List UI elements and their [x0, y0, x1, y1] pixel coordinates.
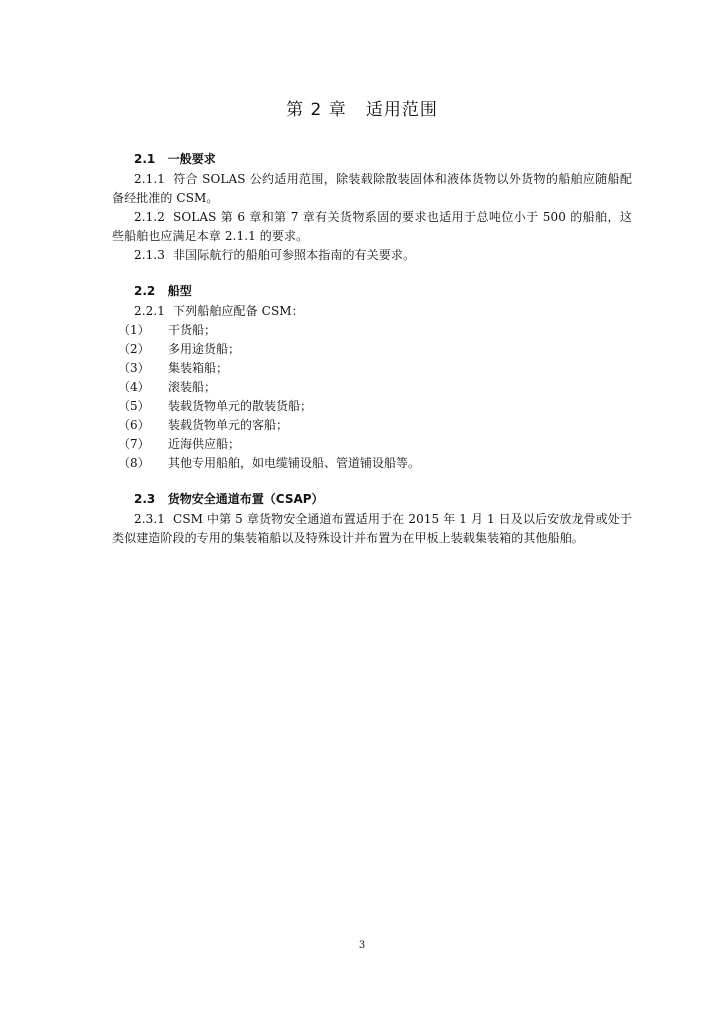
list-marker: （1）: [118, 323, 150, 337]
clause-number: 2.1.1: [134, 172, 166, 186]
list-item-text: 装载货物单元的散装货船；: [168, 399, 313, 413]
section-heading: 2.3 货物安全通道布置（CSAP）: [134, 492, 324, 506]
list-item: [118, 378, 632, 397]
section-general-requirements: [112, 150, 632, 265]
list-item: [118, 416, 632, 435]
clause-paragraph: [112, 170, 632, 208]
clause-paragraph: [112, 302, 632, 321]
list-item: [118, 435, 632, 454]
clause-number: 2.2.1: [134, 304, 166, 318]
list-marker: （5）: [118, 399, 150, 413]
list-item-text: 近海供应船；: [168, 437, 241, 451]
section-heading: 2.1 一般要求: [134, 152, 216, 166]
list-marker: （7）: [118, 437, 150, 451]
list-marker: （6）: [118, 418, 150, 432]
chapter-title: 第 2 章 适用范围: [286, 100, 438, 120]
list-marker: （2）: [118, 342, 150, 356]
document-body: [112, 150, 632, 565]
list-marker: （4）: [118, 380, 150, 394]
clause-number: 2.3.1: [134, 512, 166, 526]
clause-text: 非国际航行的船舶可参照本指南的有关要求。: [173, 248, 416, 262]
clause-number: 2.1.3: [134, 248, 166, 262]
clause-text: 符合 SOLAS 公约适用范围，除装载除散装固体和液体货物以外货物的船舶应随船配备经批准的 CSM。: [112, 172, 632, 205]
list-marker: （8）: [118, 456, 150, 470]
ship-type-list: [112, 321, 632, 473]
clause-paragraph: [112, 208, 632, 246]
section-heading: 2.2 船型: [134, 284, 192, 298]
list-item: [118, 359, 632, 378]
clause-text: 下列船舶应配备 CSM：: [173, 304, 304, 318]
clause-number: 2.1.2: [134, 210, 166, 224]
list-item-text: 滚装船；: [168, 380, 217, 394]
clause-text: CSM 中第 5 章货物安全通道布置适用于在 2015 年 1 月 1 日及以后安放龙骨或处于类似建造阶段的专用的集装箱船以及特殊设计并布置为在甲板上装载集装箱的其他船舶。: [112, 512, 632, 545]
list-item-text: 多用途货船；: [168, 342, 241, 356]
list-marker: （3）: [118, 361, 150, 375]
list-item: [118, 340, 632, 359]
list-item: [118, 321, 632, 340]
clause-paragraph: [112, 246, 632, 265]
section-ship-types: [112, 282, 632, 473]
list-item-text: 其他专用船舶，如电缆铺设船、管道铺设船等。: [168, 456, 421, 470]
page-number: 3: [358, 940, 366, 951]
clause-paragraph: [112, 510, 632, 548]
list-item-text: 干货船；: [168, 323, 217, 337]
clause-text: SOLAS 第 6 章和第 7 章有关货物系固的要求也适用于总吨位小于 500 的船舶，这些船舶也应满足本章 2.1.1 的要求。: [112, 210, 632, 243]
list-item: [118, 397, 632, 416]
list-item-text: 集装箱船；: [168, 361, 229, 375]
list-item: [118, 454, 632, 473]
section-cargo-safe-access-plan: [112, 490, 632, 548]
list-item-text: 装载货物单元的客船；: [168, 418, 289, 432]
